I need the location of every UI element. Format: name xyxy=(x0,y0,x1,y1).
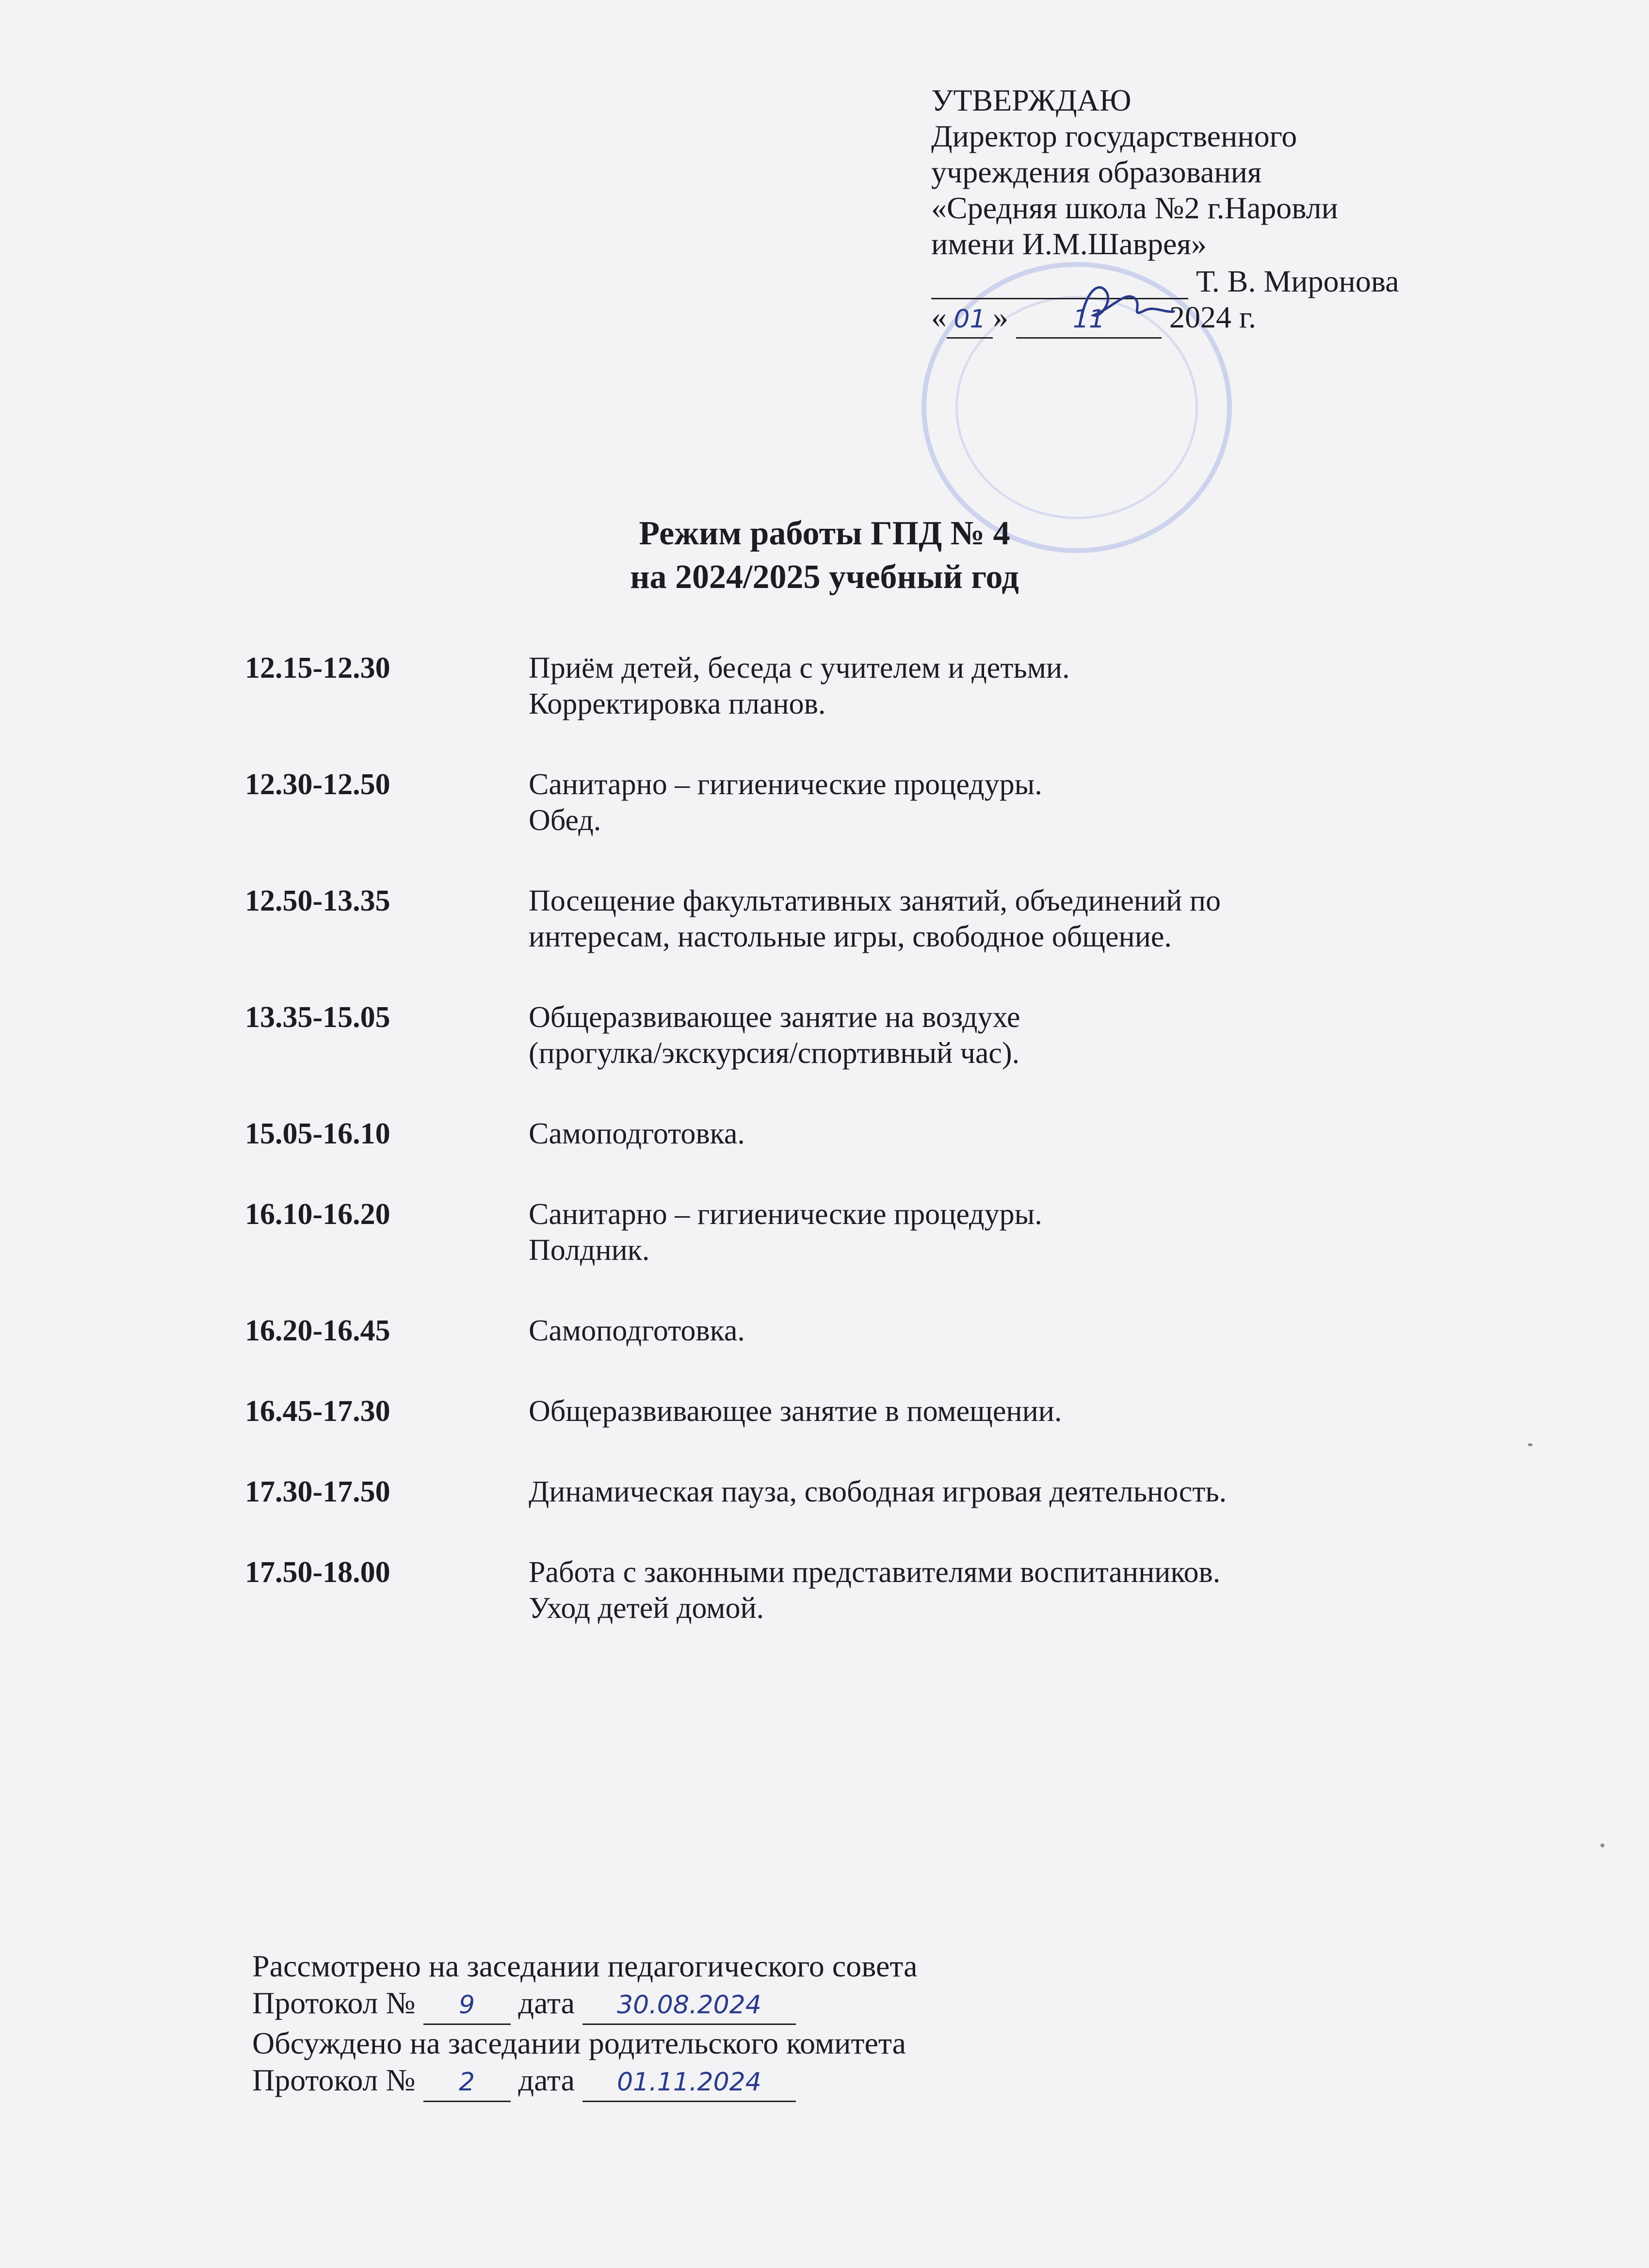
date-year: 2024 г. xyxy=(1169,300,1257,334)
schedule-row xyxy=(245,1196,1506,1268)
schedule-row xyxy=(245,883,1506,955)
activity-line: Самоподготовка. xyxy=(529,1314,745,1347)
activity-line: Общеразвивающее занятие в помещении. xyxy=(529,1395,1062,1428)
activity-line: (прогулка/экскурсия/спортивный час). xyxy=(529,1037,1020,1070)
protocol-label: Протокол № xyxy=(252,2063,416,2097)
schedule-time: 15.05-16.10 xyxy=(245,1117,390,1150)
approval-line-2: учреждения образования xyxy=(931,155,1262,189)
activity-line: Работа с законными представителями воспитанников. xyxy=(529,1556,1221,1589)
schedule-time: 12.15-12.30 xyxy=(245,652,390,685)
approval-line-1: Директор государственного xyxy=(931,119,1297,153)
schedule-row xyxy=(245,767,1506,838)
schedule-activity xyxy=(529,767,1042,838)
activity-line: Общеразвивающее занятие на воздухе xyxy=(529,1001,1020,1034)
schedule-activity xyxy=(529,999,1020,1071)
title-line-1: Режим работы ГПД № 4 xyxy=(639,515,1010,552)
approval-block xyxy=(931,82,1513,339)
activity-line: Полдник. xyxy=(529,1234,650,1267)
protocol-2-number: 2 xyxy=(423,2064,511,2102)
committee-note: Обсуждено на заседании родительского комитета xyxy=(252,2026,906,2060)
activity-line: интересам, настольные игры, свободное общение. xyxy=(529,920,1172,953)
schedule-row xyxy=(245,1554,1506,1626)
schedule-time: 12.30-12.50 xyxy=(245,768,390,801)
council-note: Рассмотрено на заседании педагогического совета xyxy=(252,1949,918,1983)
date-label: дата xyxy=(518,2063,575,2097)
schedule-activity xyxy=(529,1313,745,1349)
schedule-list xyxy=(245,650,1506,1671)
schedule-row xyxy=(245,1313,1506,1349)
activity-line: Санитарно – гигиенические процедуры. xyxy=(529,768,1042,801)
activity-line: Корректировка планов. xyxy=(529,687,826,720)
schedule-time: 13.35-15.05 xyxy=(245,1001,390,1034)
approval-date xyxy=(931,299,1513,339)
handwritten-signature xyxy=(1072,272,1179,330)
date-close-quote: » xyxy=(993,300,1008,334)
approval-heading: УТВЕРЖДАЮ xyxy=(931,83,1132,117)
footer-block xyxy=(252,1948,1416,2102)
scan-speck xyxy=(1600,1844,1604,1847)
schedule-activity xyxy=(529,1196,1042,1268)
schedule-row xyxy=(245,1393,1506,1429)
approval-line-3: «Средняя школа №2 г.Наровли xyxy=(931,191,1338,225)
signature-line xyxy=(931,262,1513,299)
protocol-2 xyxy=(252,2062,1416,2102)
signatory-name: Т. В. Миронова xyxy=(1196,264,1399,298)
date-open-quote: « xyxy=(931,300,947,334)
schedule-activity xyxy=(529,1116,745,1152)
schedule-row xyxy=(245,650,1506,722)
schedule-activity xyxy=(529,883,1221,955)
scan-speck xyxy=(1528,1443,1533,1446)
schedule-time: 16.20-16.45 xyxy=(245,1314,390,1347)
schedule-row xyxy=(245,1116,1506,1152)
activity-line: Самоподготовка. xyxy=(529,1117,745,1150)
activity-line: Посещение факультативных занятий, объединений по xyxy=(529,884,1221,917)
schedule-row xyxy=(245,999,1506,1071)
protocol-label: Протокол № xyxy=(252,1986,416,2020)
schedule-time: 12.50-13.35 xyxy=(245,884,390,917)
activity-line: Приём детей, беседа с учителем и детьми. xyxy=(529,652,1070,685)
schedule-time: 16.10-16.20 xyxy=(245,1198,390,1231)
protocol-1 xyxy=(252,1985,1416,2025)
schedule-activity xyxy=(529,1554,1220,1626)
protocol-1-date: 30.08.2024 xyxy=(582,1987,796,2025)
title-line-2: на 2024/2025 учебный год xyxy=(630,558,1019,596)
schedule-activity xyxy=(529,1474,1227,1510)
schedule-time: 16.45-17.30 xyxy=(245,1395,390,1428)
date-month: 11 xyxy=(1016,301,1162,339)
activity-line: Санитарно – гигиенические процедуры. xyxy=(529,1198,1042,1231)
schedule-activity xyxy=(529,1393,1062,1429)
approval-line-4: имени И.М.Шаврея» xyxy=(931,227,1207,261)
activity-line: Обед. xyxy=(529,804,601,837)
protocol-2-date: 01.11.2024 xyxy=(582,2064,796,2102)
document-title xyxy=(0,512,1649,599)
protocol-1-number: 9 xyxy=(423,1987,511,2025)
schedule-row xyxy=(245,1474,1506,1510)
schedule-activity xyxy=(529,650,1070,722)
schedule-time: 17.30-17.50 xyxy=(245,1475,390,1508)
activity-line: Уход детей домой. xyxy=(529,1592,764,1625)
date-label: дата xyxy=(518,1986,575,2020)
activity-line: Динамическая пауза, свободная игровая деятельность. xyxy=(529,1475,1227,1508)
date-day: 01 xyxy=(947,301,993,339)
schedule-time: 17.50-18.00 xyxy=(245,1556,390,1589)
